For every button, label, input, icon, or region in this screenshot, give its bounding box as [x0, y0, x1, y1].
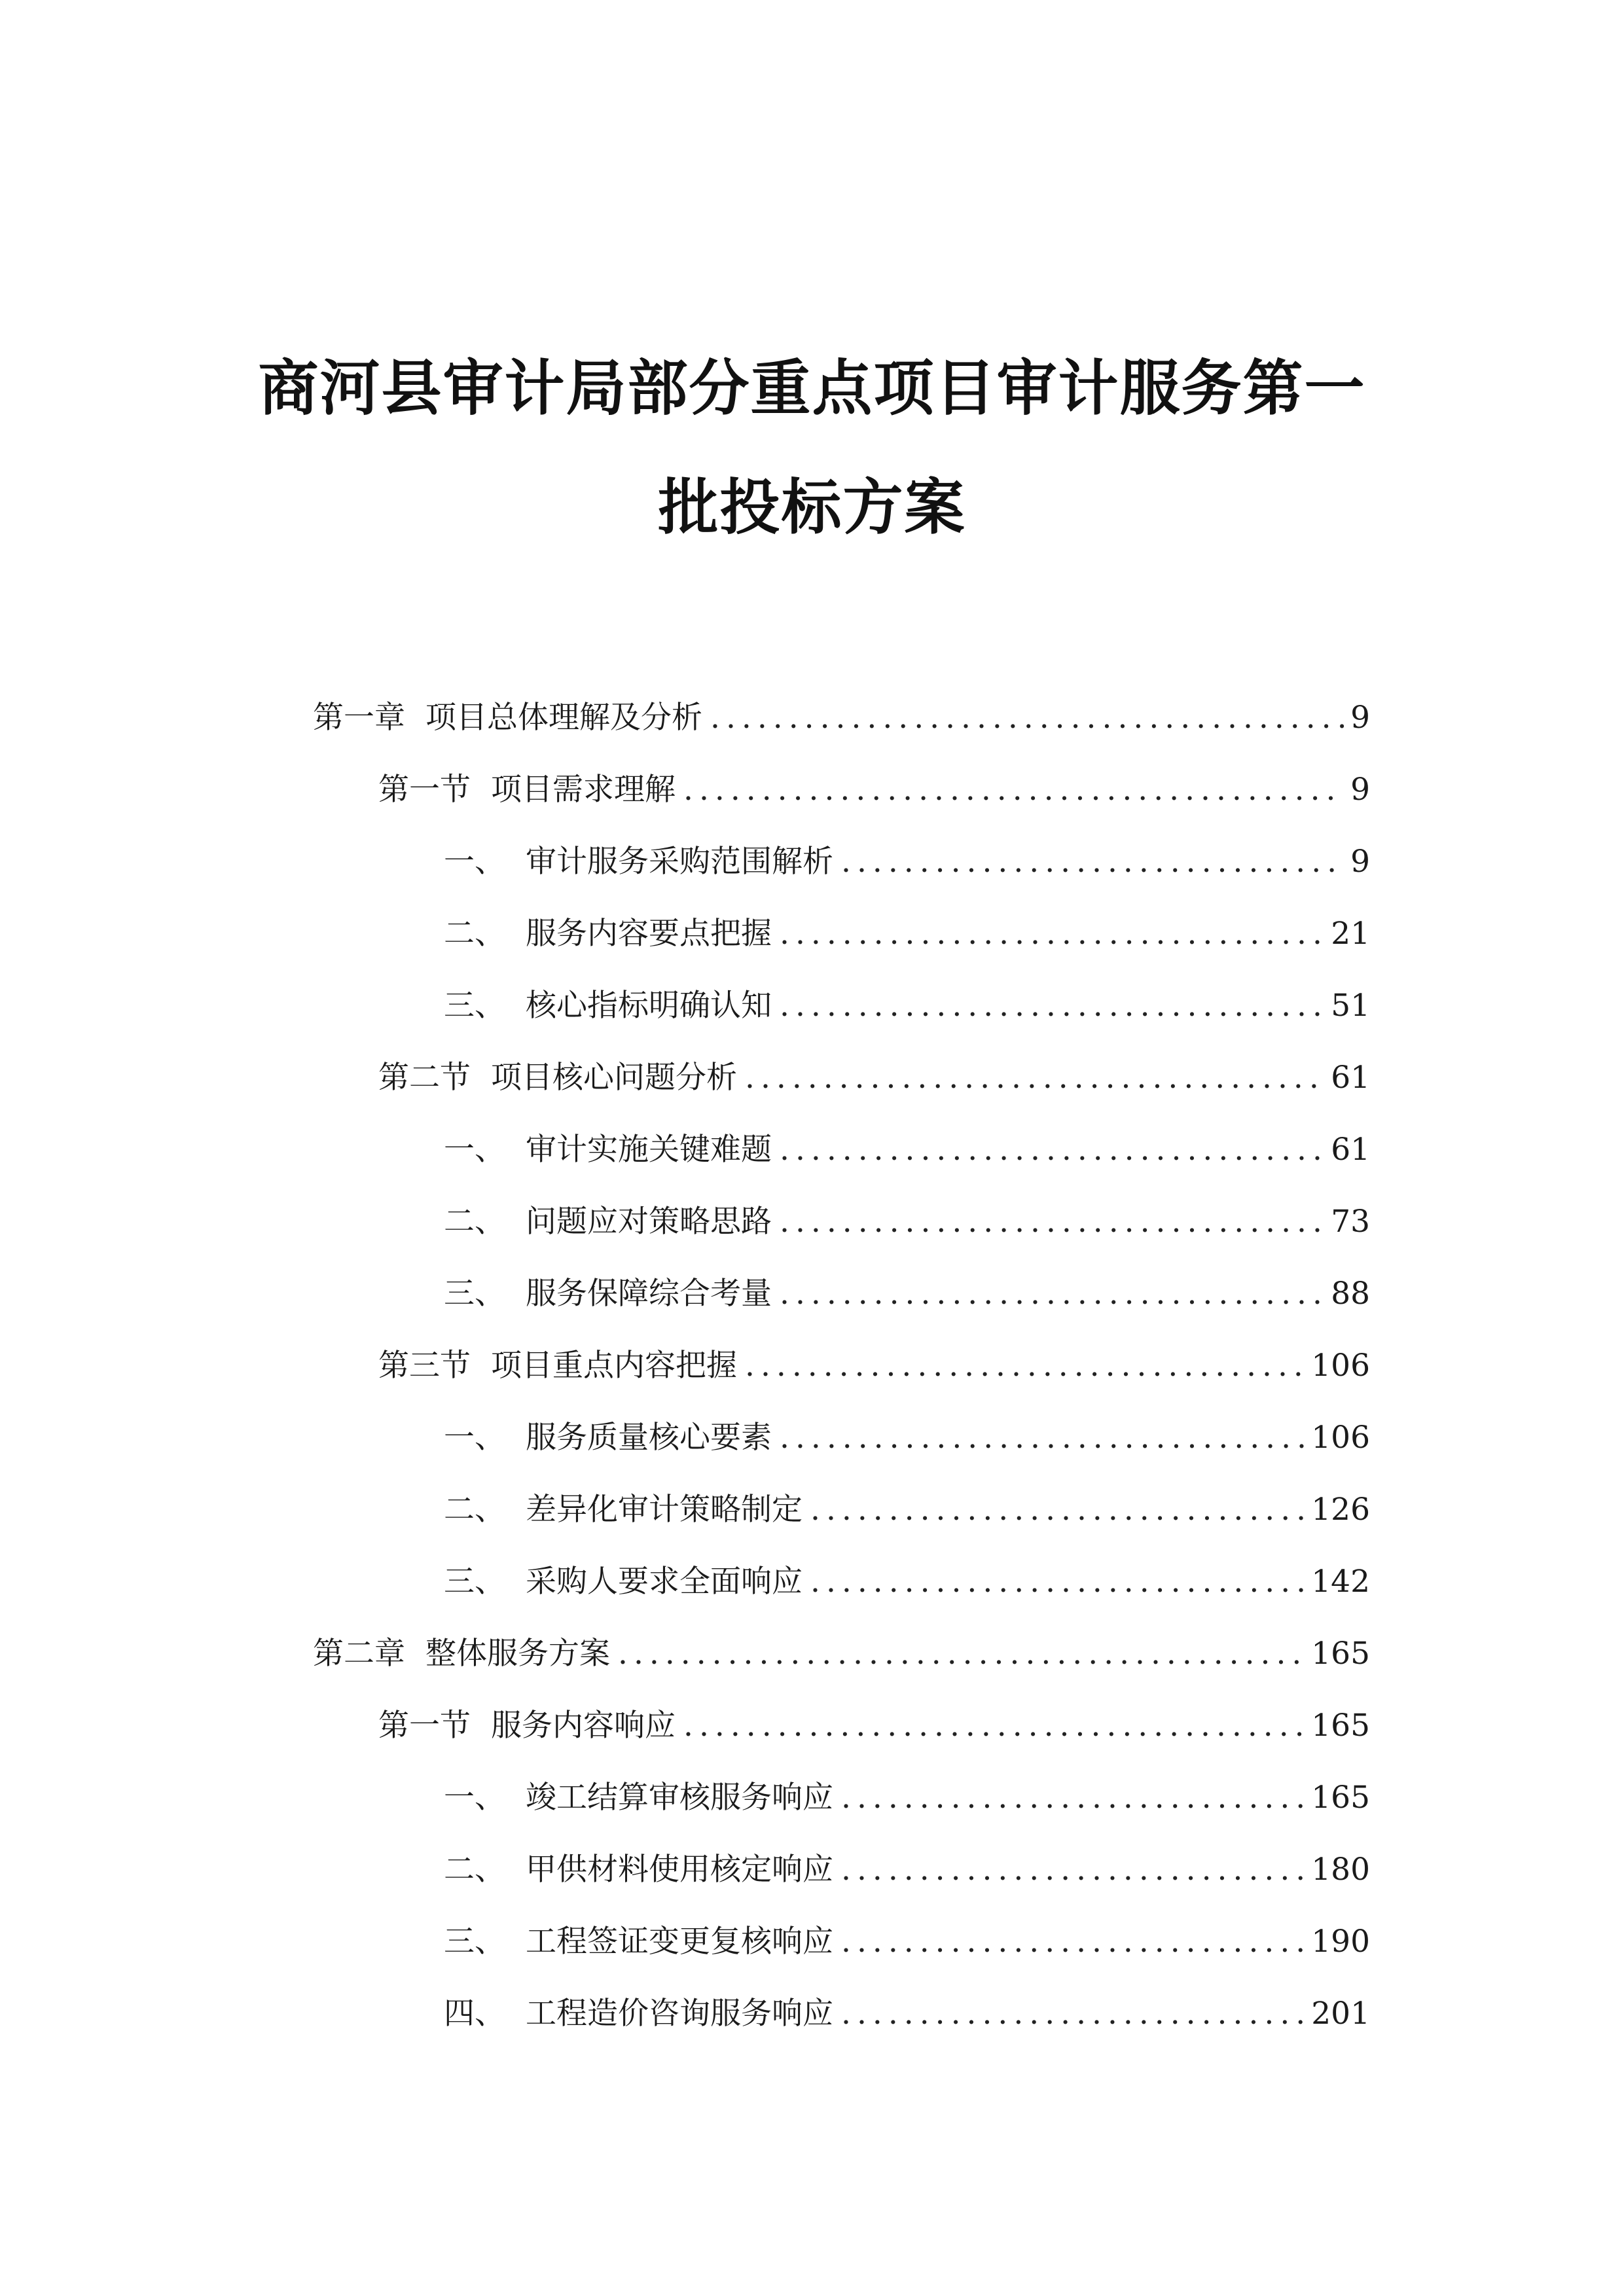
toc-dot-leader [745, 1055, 1324, 1101]
toc-entry[interactable] [378, 1055, 1370, 1101]
toc-dot-leader [780, 1127, 1324, 1173]
toc-page-number: 9 [1350, 772, 1370, 808]
toc-page-number: 61 [1331, 1060, 1370, 1096]
toc-entry-number: 第三节 [378, 1348, 471, 1384]
toc-entry-number: 二、 [444, 1852, 505, 1888]
toc-page-number: 201 [1311, 1996, 1370, 2032]
toc-dot-leader [810, 1487, 1305, 1533]
toc-entry[interactable] [444, 911, 1370, 957]
toc-entry-title: 服务内容响应 [491, 1708, 676, 1744]
toc-entry-title: 竣工结算审核服务响应 [526, 1780, 833, 1816]
toc-entry-title: 项目重点内容把握 [491, 1348, 737, 1384]
toc-entry[interactable] [444, 1271, 1370, 1317]
toc-entry[interactable] [444, 1775, 1370, 1821]
toc-dot-leader [780, 1271, 1324, 1317]
toc-dot-leader [683, 1703, 1305, 1749]
toc-entry-title: 服务内容要点把握 [526, 916, 772, 952]
toc-entry-title: 项目需求理解 [491, 772, 676, 808]
toc-entry[interactable] [313, 695, 1370, 741]
toc-entry[interactable] [444, 839, 1370, 885]
toc-entry-title: 问题应对策略思路 [526, 1204, 772, 1240]
toc-entry[interactable] [444, 1559, 1370, 1605]
toc-entry-number: 二、 [444, 1492, 505, 1528]
toc-entry-title: 服务质量核心要素 [526, 1420, 772, 1456]
toc-entry-number: 第一节 [378, 1708, 471, 1744]
toc-entry-number: 三、 [444, 1564, 505, 1600]
toc-entry[interactable] [378, 1343, 1370, 1389]
toc-entry-title: 工程造价咨询服务响应 [526, 1996, 833, 2032]
toc-dot-leader [780, 1199, 1324, 1245]
toc-dot-leader [841, 839, 1344, 885]
toc-entry-number: 二、 [444, 1204, 505, 1240]
toc-entry[interactable] [378, 1703, 1370, 1749]
toc-entry[interactable] [444, 1487, 1370, 1533]
toc-entry-number: 四、 [444, 1996, 505, 2032]
toc-dot-leader [841, 1991, 1305, 2037]
toc-entry-title: 工程签证变更复核响应 [526, 1924, 833, 1960]
toc-entry-title: 服务保障综合考量 [526, 1276, 772, 1312]
toc-entry-title: 项目核心问题分析 [491, 1060, 737, 1096]
toc-entry-number: 二、 [444, 916, 505, 952]
toc-entry[interactable] [444, 1415, 1370, 1461]
toc-dot-leader [841, 1847, 1305, 1893]
toc-entry-title: 整体服务方案 [425, 1636, 610, 1672]
toc-dot-leader [780, 983, 1324, 1029]
toc-entry-number: 一、 [444, 844, 505, 880]
toc-entry[interactable] [444, 983, 1370, 1029]
toc-page-number: 9 [1350, 844, 1370, 880]
toc-dot-leader [745, 1343, 1305, 1389]
toc-page-number: 73 [1331, 1204, 1370, 1240]
toc-page-number: 190 [1311, 1924, 1370, 1960]
toc-entry[interactable] [444, 1199, 1370, 1245]
toc-page-number: 51 [1331, 988, 1370, 1024]
toc-entry-number: 第二节 [378, 1060, 471, 1096]
toc-entry-number: 第一节 [378, 772, 471, 808]
toc-entry-number: 第二章 [313, 1636, 405, 1672]
toc-dot-leader [810, 1559, 1305, 1605]
toc-entry-title: 甲供材料使用核定响应 [526, 1852, 833, 1888]
toc-page-number: 126 [1311, 1492, 1370, 1528]
toc-entry-title: 核心指标明确认知 [526, 988, 772, 1024]
toc-entry[interactable] [444, 1991, 1370, 2037]
toc-dot-leader [841, 1775, 1305, 1821]
toc-entry-number: 一、 [444, 1420, 505, 1456]
toc-entry[interactable] [444, 1919, 1370, 1965]
toc-entry-number: 一、 [444, 1132, 505, 1168]
toc-dot-leader [780, 1415, 1305, 1461]
toc-dot-leader [780, 911, 1324, 957]
toc-page-number: 21 [1331, 916, 1370, 952]
toc-entry-number: 一、 [444, 1780, 505, 1816]
toc-page-number: 106 [1311, 1420, 1370, 1456]
toc-entry-title: 审计服务采购范围解析 [526, 844, 833, 880]
toc-entry[interactable] [444, 1127, 1370, 1173]
toc-entry[interactable] [313, 1631, 1370, 1677]
toc-entry[interactable] [444, 1847, 1370, 1893]
toc-dot-leader [683, 767, 1344, 813]
toc-dot-leader [618, 1631, 1305, 1677]
toc-entry[interactable] [378, 767, 1370, 813]
toc-page-number: 180 [1311, 1852, 1370, 1888]
toc-page-number: 106 [1311, 1348, 1370, 1384]
toc-entry-number: 三、 [444, 1924, 505, 1960]
toc-page-number: 165 [1311, 1780, 1370, 1816]
toc-page-number: 61 [1331, 1132, 1370, 1168]
toc-entry-number: 三、 [444, 1276, 505, 1312]
toc-page-number: 165 [1311, 1636, 1370, 1672]
toc-dot-leader [710, 695, 1344, 741]
toc-page-number: 165 [1311, 1708, 1370, 1744]
toc-page-number: 142 [1311, 1564, 1370, 1600]
toc-page-number: 88 [1331, 1276, 1370, 1312]
toc-dot-leader [841, 1919, 1305, 1965]
toc-entry-title: 项目总体理解及分析 [425, 700, 702, 736]
document-title-line-2: 批投标方案 [658, 473, 966, 543]
document-title-line-1: 商河县审计局部分重点项目审计服务第一 [258, 353, 1366, 423]
toc-entry-number: 第一章 [313, 700, 405, 736]
toc-entry-number: 三、 [444, 988, 505, 1024]
toc-entry-title: 差异化审计策略制定 [526, 1492, 803, 1528]
toc-page-number: 9 [1350, 700, 1370, 736]
toc-entry-title: 审计实施关键难题 [526, 1132, 772, 1168]
toc-entry-title: 采购人要求全面响应 [526, 1564, 803, 1600]
